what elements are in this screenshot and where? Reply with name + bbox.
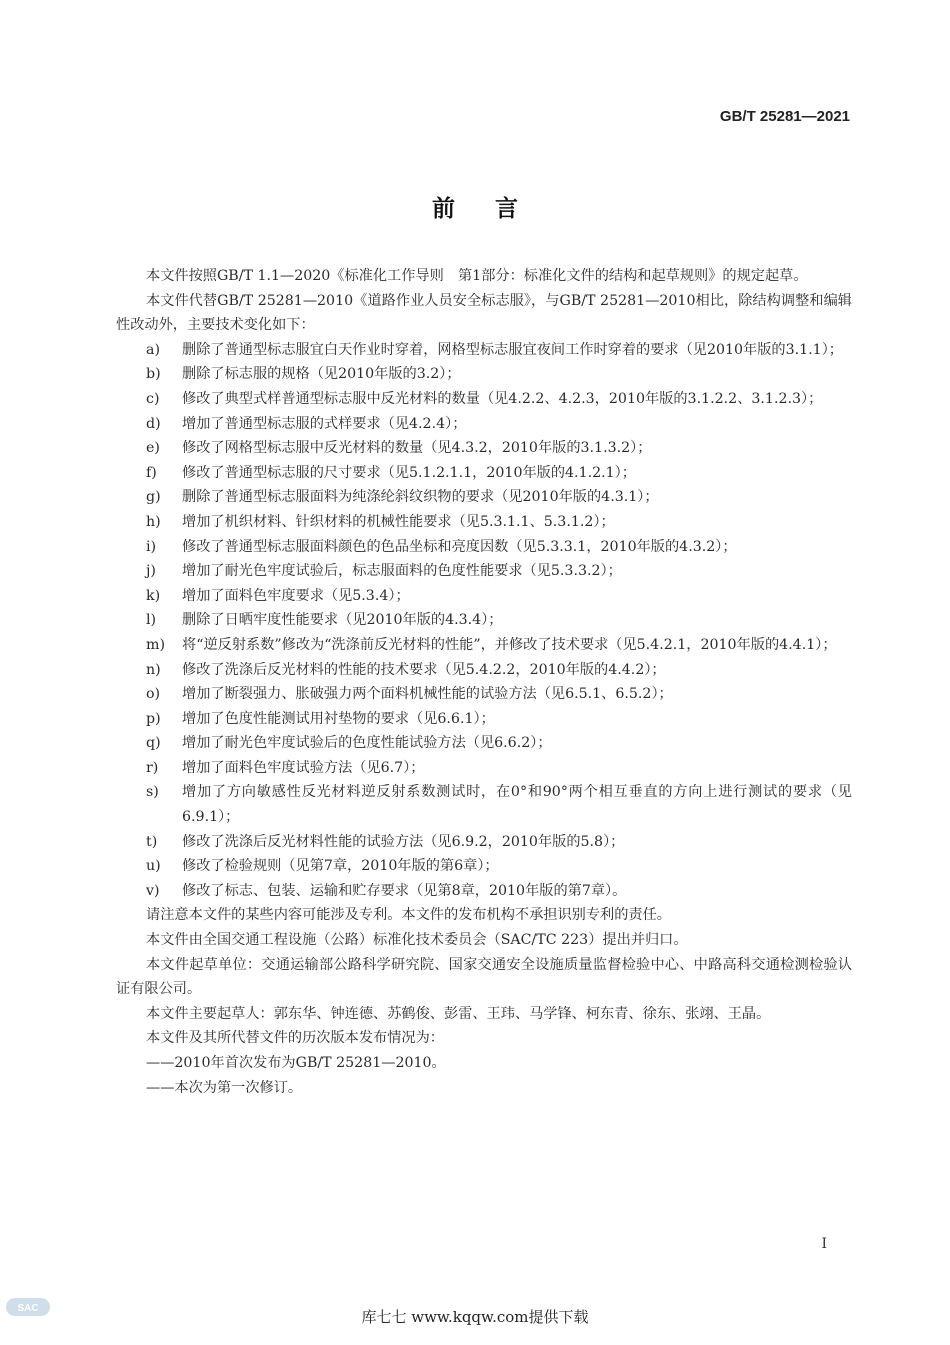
change-item-text: 修改了洗涤后反光材料性能的试验方法（见6.9.2，2010年版的5.8）；: [182, 833, 625, 850]
change-item-label: l): [146, 612, 157, 629]
change-item-text: 增加了普通型标志服的式样要求（见4.2.4）；: [182, 415, 467, 432]
change-item-label: q): [146, 735, 161, 752]
change-item: [116, 559, 852, 584]
change-item: [116, 879, 852, 904]
download-footer: 库七七 www.kqqw.com提供下载: [361, 1308, 589, 1326]
change-item-label: n): [146, 661, 161, 678]
change-item-text: 增加了方向敏感性反光材料逆反射系数测试时，在0°和90°两个相互垂直的方向上进行测试的要求（见6.9.1）；: [182, 784, 852, 826]
change-item: [116, 707, 852, 732]
change-item-text: 增加了耐光色牢度试验后，标志服面料的色度性能要求（见5.3.3.2）；: [182, 563, 622, 580]
change-item: [116, 362, 852, 387]
change-item: [116, 682, 852, 707]
page-number: I: [821, 1236, 827, 1252]
change-item-label: e): [146, 440, 160, 457]
preface-body: [116, 264, 852, 1100]
change-item: [116, 461, 852, 486]
change-item-text: 修改了洗涤后反光材料的性能的技术要求（见5.4.2.2，2010年版的4.4.2）；: [182, 661, 666, 678]
change-item-label: o): [146, 686, 161, 703]
change-item-text: 增加了色度性能测试用衬垫物的要求（见6.6.1）；: [182, 710, 495, 727]
change-item: [116, 387, 852, 412]
change-item-text: 修改了网格型标志服中反光材料的数量（见4.3.2，2010年版的3.1.3.2）；: [182, 440, 652, 457]
change-item-label: a): [146, 341, 160, 358]
change-item-text: 删除了普通型标志服面料为纯涤纶斜纹织物的要求（见2010年版的4.3.1）；: [182, 489, 659, 506]
change-item: [116, 780, 852, 829]
change-item-label: m): [146, 636, 165, 653]
change-item-text: 修改了普通型标志服面料颜色的色品坐标和亮度因数（见5.3.3.1，2010年版的4.3.2）；: [182, 538, 737, 555]
change-item: [116, 608, 852, 633]
paragraph: 本文件主要起草人：郭东华、钟连德、苏鹤俊、彭雷、王玮、马学锋、柯东青、徐东、张翊、王晶。: [146, 1005, 771, 1022]
history-item: ——2010年首次发布为GB/T 25281—2010。: [146, 1055, 446, 1071]
change-item-label: u): [146, 858, 161, 875]
changes-list: [116, 338, 852, 904]
change-item-text: 增加了面料色牢度试验方法（见6.7）；: [182, 759, 425, 776]
standard-code: GB/T 25281—2021: [719, 108, 850, 125]
change-item: [116, 412, 852, 437]
change-item: [116, 658, 852, 683]
change-item-text: 修改了普通型标志服的尺寸要求（见5.1.2.1.1，2010年版的4.1.2.1）；: [182, 464, 636, 481]
change-item-label: v): [146, 882, 160, 899]
change-item-label: i): [146, 538, 157, 555]
change-item-label: h): [146, 513, 161, 530]
page-title: 前言: [432, 195, 558, 222]
change-item: [116, 535, 852, 560]
change-item-label: t): [146, 833, 158, 850]
change-item-label: f): [146, 464, 157, 481]
change-item: [116, 756, 852, 781]
change-item-label: b): [146, 366, 161, 383]
change-item-label: s): [146, 784, 159, 801]
change-item: [116, 830, 852, 855]
change-item: [116, 338, 852, 363]
paragraph: 本文件及其所代替文件的历次版本发布情况为：: [146, 1030, 444, 1047]
change-item-label: g): [146, 489, 161, 506]
change-item-text: 删除了日晒牢度性能要求（见2010年版的4.3.4）；: [182, 612, 503, 629]
change-item: [116, 633, 852, 658]
change-item-text: 删除了标志服的规格（见2010年版的3.2）；: [182, 366, 461, 383]
change-item-text: 修改了检验规则（见第7章，2010年版的第6章）；: [182, 858, 499, 875]
change-item-text: 增加了面料色牢度要求（见5.3.4）；: [182, 587, 410, 604]
change-item-label: p): [146, 710, 161, 727]
change-item-text: 将“逆反射系数”修改为“洗涤前反光材料的性能”，并修改了技术要求（见5.4.2.1，2010年版的4.4.1）；: [182, 636, 837, 653]
change-item-text: 修改了典型式样普通型标志服中反光材料的数量（见4.2.2、4.2.3，2010年版的3.1.2.2、3.1.2.3）；: [182, 390, 823, 407]
change-item: [116, 854, 852, 879]
change-item-text: 增加了耐光色牢度试验后的色度性能试验方法（见6.6.2）；: [182, 735, 552, 752]
change-item: [116, 485, 852, 510]
paragraph: 本文件起草单位：交通运输部公路科学研究院、国家交通安全设施质量监督检验中心、中路高科交通检测检验认证有限公司。: [116, 956, 852, 998]
change-item: [116, 510, 852, 535]
change-item: [116, 731, 852, 756]
change-item-label: j): [146, 563, 156, 580]
change-item-text: 增加了断裂强力、胀破强力两个面料机械性能的试验方法（见6.5.1、6.5.2）；: [182, 686, 673, 703]
paragraph: 本文件按照GB/T 1.1—2020《标准化工作导则 第1部分：标准化文件的结构和起草规则》的规定起草。: [146, 268, 808, 284]
paragraph: 本文件代替GB/T 25281—2010《道路作业人员安全标志服》，与GB/T 25281—2010相比，除结构调整和编辑性改动外，主要技术变化如下：: [116, 292, 852, 334]
history-item: ——本次为第一次修订。: [146, 1079, 303, 1096]
change-item-label: d): [146, 415, 161, 432]
change-item: [116, 436, 852, 461]
change-item: [116, 584, 852, 609]
change-item-text: 增加了机织材料、针织材料的机械性能要求（见5.3.1.1、5.3.1.2）；: [182, 513, 615, 530]
paragraph: 请注意本文件的某些内容可能涉及专利。本文件的发布机构不承担识别专利的责任。: [146, 907, 671, 924]
paragraph: 本文件由全国交通工程设施（公路）标准化技术委员会（SAC/TC 223）提出并归口。: [146, 932, 688, 949]
svg-text:SAC: SAC: [17, 1303, 39, 1314]
change-item-text: 修改了标志、包装、运输和贮存要求（见第8章，2010年版的第7章）。: [182, 882, 627, 899]
change-item-label: r): [146, 759, 159, 776]
change-item-text: 删除了普通型标志服宜白天作业时穿着，网格型标志服宜夜间工作时穿着的要求（见2010年版的3.1.1）；: [182, 341, 843, 358]
change-item-label: c): [146, 390, 160, 407]
change-item-label: k): [146, 587, 161, 604]
